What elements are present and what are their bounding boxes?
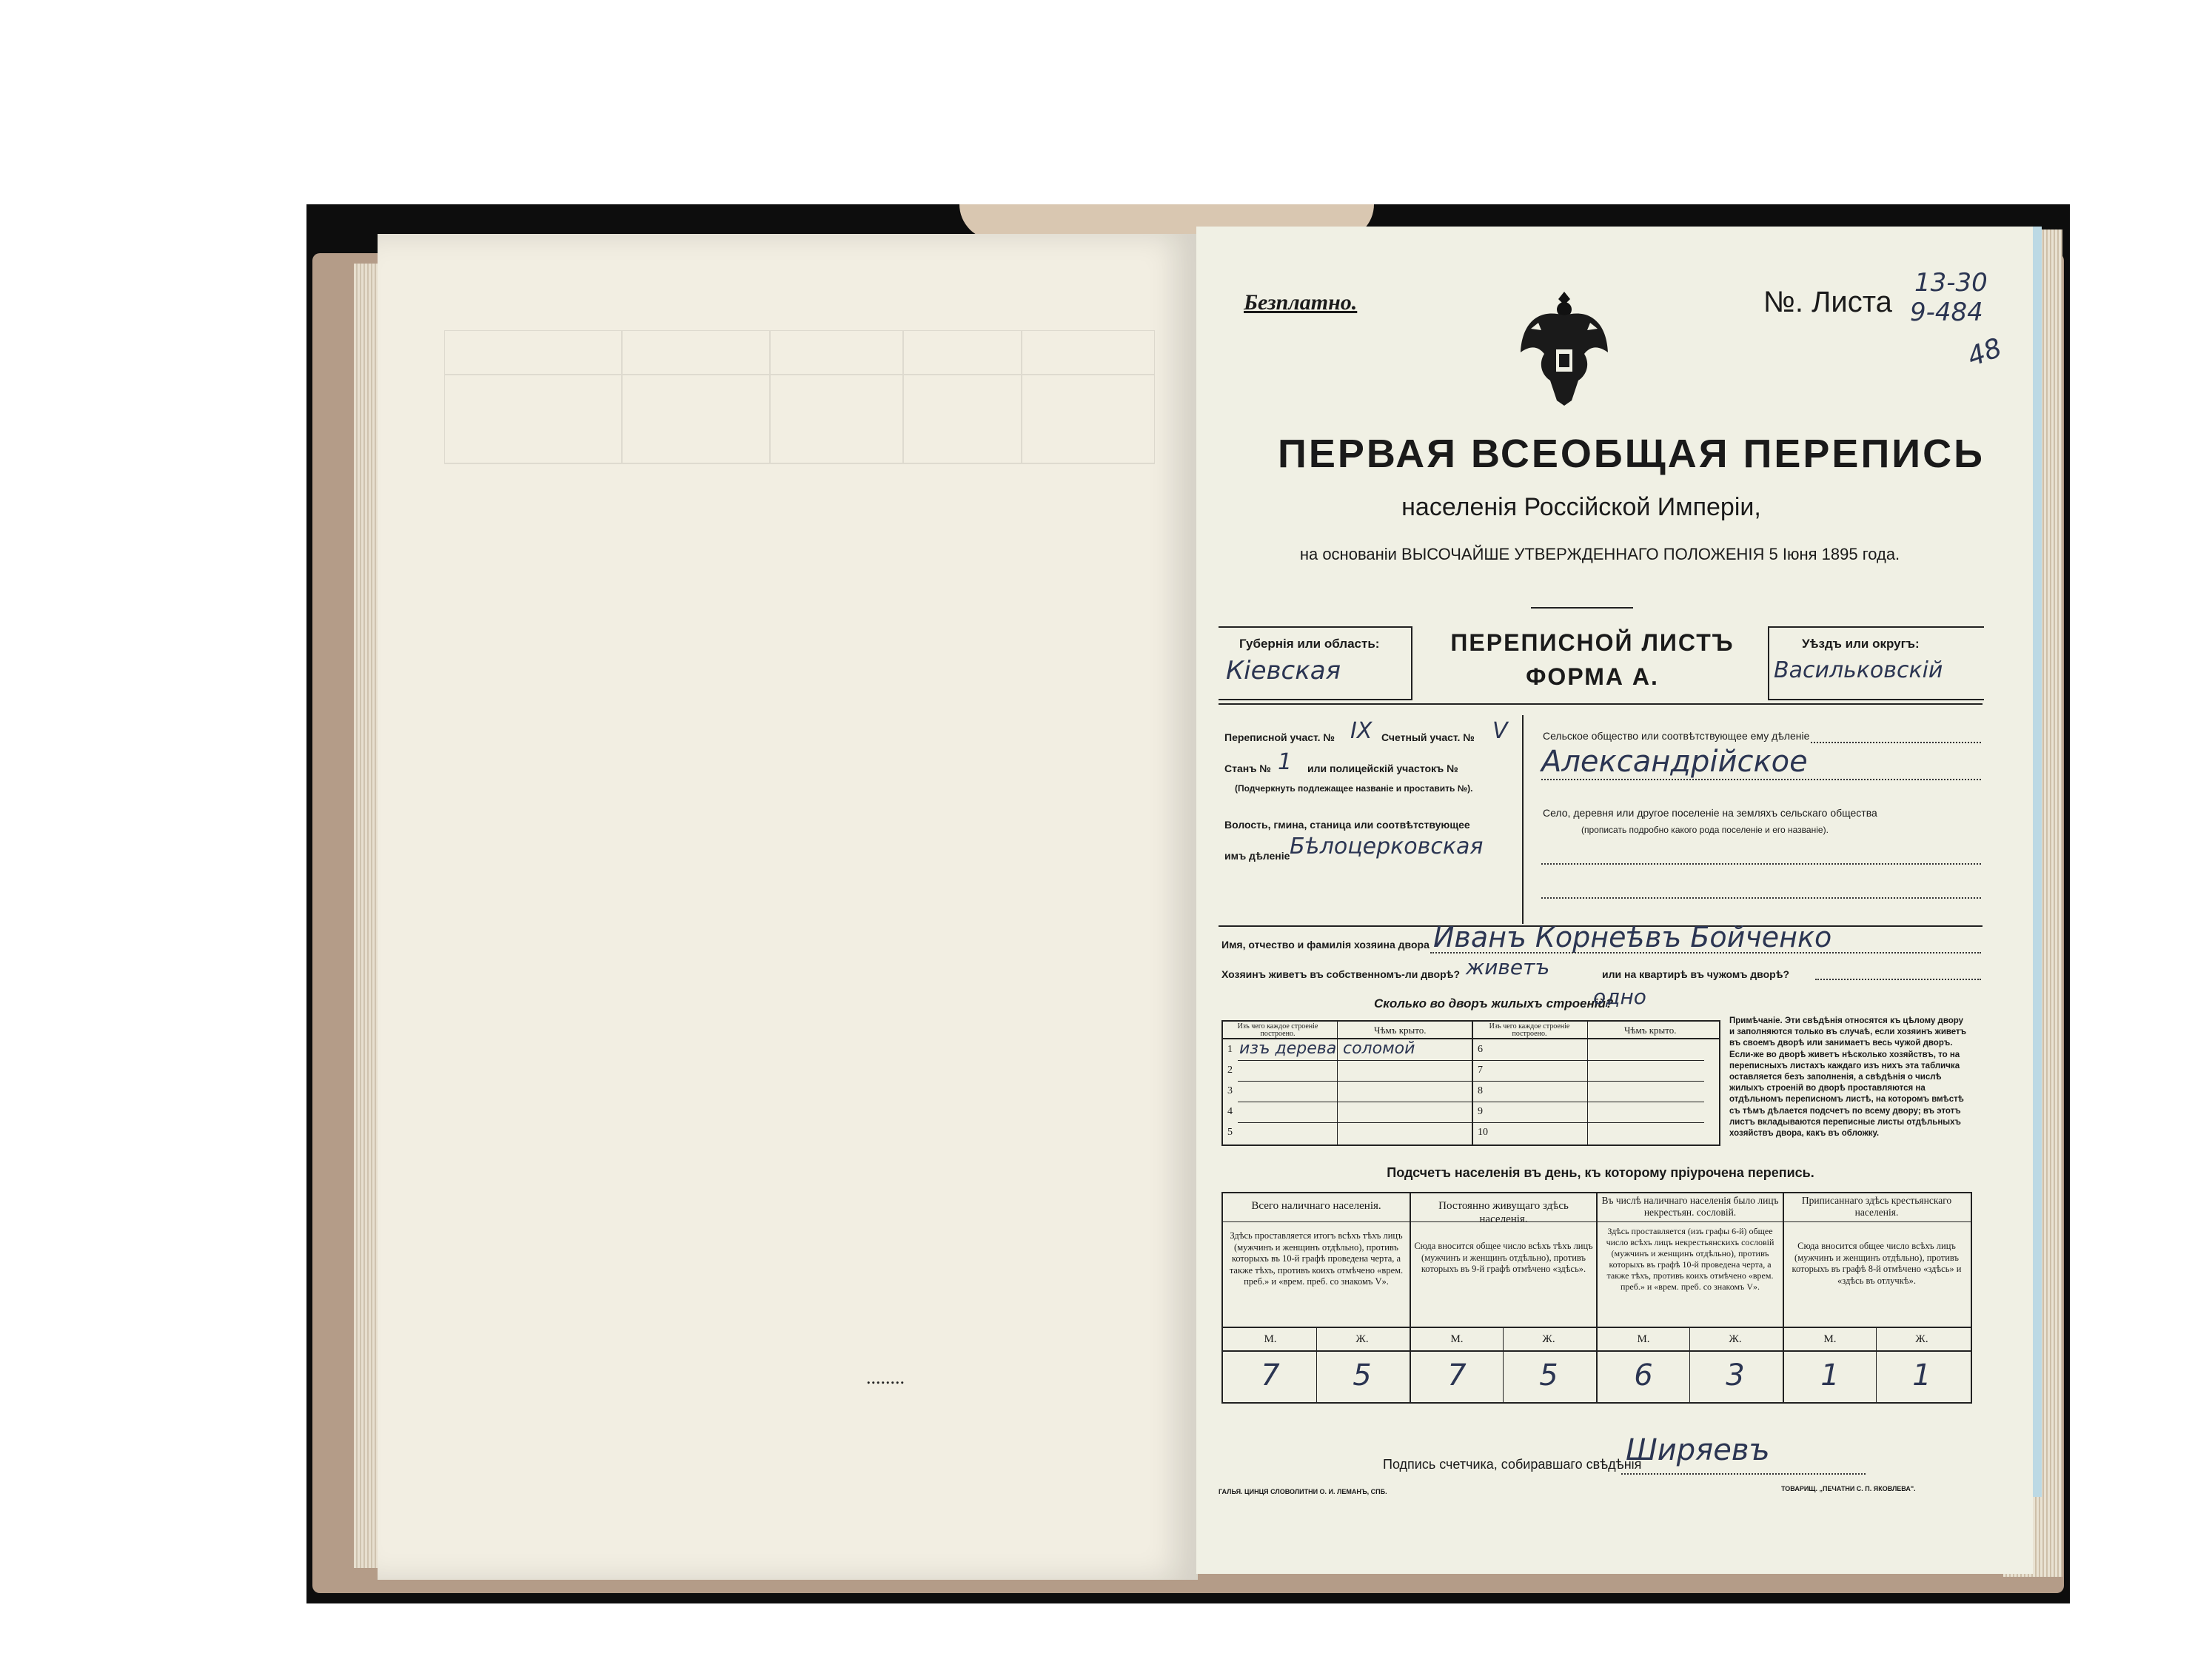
tally-col1-f-label: Ж. [1355, 1333, 1369, 1345]
tally-col4-m-label: М. [1823, 1333, 1837, 1345]
tally-col3-head: Въ числѣ наличнаго населенія было лицъ некрестьян. сословій. [1601, 1195, 1779, 1218]
census-section-value: IX [1350, 718, 1373, 744]
sheet-number-3: 48 [1963, 332, 2006, 373]
tally-col3-m-value: 6 [1634, 1358, 1653, 1392]
tally-col4-head: Приписаннаго здѣсь крестьянскаго населенія. [1801, 1195, 1952, 1218]
building-row-material: изъ дерева [1239, 1039, 1337, 1058]
tally-col4-desc: Сюда вносится общее число всѣхъ лицъ (мужчинъ и женщинъ отдѣльно), противъ которыхъ въ графѣ 8-й отмѣчено «здѣсь» и «здѣсь въ отлучкѣ». [1792, 1241, 1962, 1286]
census-section-label: Переписной участ. № [1224, 731, 1335, 743]
buildings-row-rule [1238, 1122, 1704, 1123]
tally-col1-f-value: 5 [1353, 1358, 1372, 1392]
tally-col3-f-label: Ж. [1729, 1333, 1742, 1345]
buildings-label: Сколько во дворъ жилыхъ строеній? [1374, 996, 1614, 1011]
buildings-row-rule [1238, 1060, 1704, 1061]
society-line [1811, 742, 1981, 743]
left-page [378, 234, 1198, 1580]
tally-col4-f-value: 1 [1912, 1358, 1931, 1392]
tally-col1-m-value: 7 [1261, 1358, 1280, 1392]
tally-mf-div [1689, 1328, 1690, 1402]
census-title: ПЕРВАЯ ВСЕОБЩАЯ ПЕРЕПИСЬ [1278, 432, 1985, 476]
province-value: Кіевская [1226, 656, 1341, 686]
district-value: Васильковскій [1774, 657, 1943, 683]
imperial-eagle-icon [1516, 286, 1612, 412]
tally-mf-rule [1221, 1350, 1971, 1352]
tally-col1-head: Всего наличнаго населенія. [1251, 1200, 1381, 1212]
stan-label: Станъ № [1224, 763, 1271, 774]
tally-col4-m-value: 1 [1820, 1358, 1840, 1392]
stan-note: (Подчеркнуть подлежащее названіе и проставить №). [1235, 783, 1473, 794]
location-top-rule [1219, 703, 1983, 705]
buildings-col-material-left: Изъ чего каждое строеніе построено. [1237, 1022, 1318, 1038]
building-row-number: 6 [1478, 1044, 1483, 1055]
buildings-row-rule [1238, 1081, 1704, 1082]
buildings-col-roof-left: Чѣмъ крыто. [1374, 1025, 1427, 1036]
tally-mf-div [1503, 1328, 1504, 1402]
counting-section-value: V [1492, 718, 1508, 744]
owner-lives-label-2: или на квартирѣ въ чужомъ дворѣ? [1602, 968, 1790, 980]
sheet-number-1: 13-30 [1914, 268, 1988, 298]
police-label: или полицейскій участокъ № [1307, 763, 1458, 774]
building-row-number: 10 [1478, 1127, 1488, 1138]
tally-col1-m-label: М. [1264, 1333, 1277, 1345]
owner-name-value: Иванъ Корнеѣвъ Бойченко [1433, 921, 1832, 953]
tally-col-div [1596, 1192, 1598, 1402]
census-basis: на основаніи ВЫСОЧАЙШЕ УТВЕРЖДЕННАГО ПОЛОЖЕНІЯ 5 Іюня 1895 года. [1299, 545, 1900, 563]
district-label: Уѣздъ или округъ: [1802, 637, 1920, 651]
stan-value: 1 [1278, 749, 1293, 775]
building-row-number: 2 [1227, 1065, 1233, 1076]
footer-right: ТОВАРИЩ. „ПЕЧАТНИ С. П. ЯКОВЛЕВА". [1781, 1485, 1916, 1492]
building-row-number: 9 [1478, 1106, 1483, 1117]
volost-label: Волость, гмина, станица или соотвѣтствующее [1224, 819, 1470, 831]
title-divider [1531, 607, 1633, 609]
owner-name-line [1430, 952, 1981, 953]
society-value: Александрійское [1541, 745, 1808, 779]
form-title: ПЕРЕПИСНОЙ ЛИСТЪ [1450, 629, 1735, 656]
census-subtitle: населенія Россійской Имперіи, [1401, 493, 1761, 521]
building-row-roof: соломой [1343, 1039, 1415, 1058]
tally-col-div [1783, 1192, 1784, 1402]
blue-page-edge [2031, 227, 2042, 1497]
counting-section-label: Счетный участ. № [1381, 731, 1475, 743]
tally-desc-rule [1221, 1327, 1971, 1328]
owner-lives-label: Хозяинъ живетъ въ собственномъ-ли дворѣ? [1221, 968, 1461, 980]
tally-col2-f-label: Ж. [1542, 1333, 1555, 1345]
tally-col3-desc: Здѣсь проставляется (изъ графы 6-й) общее число всѣхъ лицъ некрестьянскихъ сословій (мужчинъ и женщинъ отдѣльно), противъ которыхъ въ графѣ 10-й проведена черта, а также тѣхъ, противъ коихъ отмѣчено «врем. преб.» и «врем. преб. со знакомъ V». [1606, 1226, 1774, 1292]
village-line-2 [1541, 897, 1981, 899]
signature-value: Ширяевъ [1626, 1433, 1770, 1467]
society-line-2 [1541, 779, 1981, 780]
volost-value: Бѣлоцерковская [1290, 834, 1484, 859]
building-row-number: 5 [1227, 1127, 1233, 1138]
signature-line [1621, 1473, 1866, 1475]
left-page-mark: ........ [866, 1367, 905, 1388]
volost-label-2: имъ дѣленіе [1224, 850, 1290, 862]
location-divider [1522, 715, 1524, 924]
tally-col1-desc: Здѣсь проставляется итогъ всѣхъ тѣхъ лицъ (мужчинъ и женщинъ отдѣльно), противъ которыхъ въ 10-й графѣ проведена черта, а также тѣхъ, противъ коихъ отмѣчено «врем. преб.» и «врем. преб. со знакомъ V». [1229, 1230, 1404, 1287]
building-row-number: 8 [1478, 1085, 1483, 1096]
owner-lives-value: живетъ [1466, 955, 1550, 979]
signature-label: Подпись счетчика, собиравшаго свѣдѣнія [1383, 1457, 1642, 1472]
tally-head-rule [1221, 1221, 1971, 1222]
tally-col2-m-value: 7 [1447, 1358, 1467, 1392]
tally-mf-div [1316, 1328, 1317, 1402]
tally-col2-desc: Сюда вносится общее число всѣхъ тѣхъ лицъ (мужчинъ и женщинъ отдѣльно), противъ которыхъ въ 9-й графѣ отмѣчено «здѣсь». [1414, 1241, 1593, 1274]
buildings-value: одно [1593, 985, 1646, 1009]
tally-col2-f-value: 5 [1539, 1358, 1558, 1392]
owner-name-label: Имя, отчество и фамилія хозяина двора [1221, 939, 1430, 951]
building-row-number: 4 [1227, 1106, 1233, 1117]
building-row-number: 1 [1227, 1044, 1233, 1055]
province-label: Губернія или область: [1239, 637, 1380, 651]
society-label: Сельское общество или соотвѣтствующее ему дѣленіе [1543, 730, 1810, 742]
village-note: (прописать подробно какого рода поселеніе и его названіе). [1581, 825, 1829, 835]
village-label: Село, деревня или другое поселеніе на земляхъ сельскаго общества [1543, 807, 1877, 819]
tally-col2-m-label: М. [1450, 1333, 1464, 1345]
bleed-through-table [444, 330, 1155, 478]
tally-mf-div [1876, 1328, 1877, 1402]
sheet-number-label: №. Листа [1763, 286, 1892, 318]
tally-col-div [1410, 1192, 1411, 1402]
tally-col3-f-value: 3 [1726, 1358, 1745, 1392]
tally-col4-f-label: Ж. [1915, 1333, 1928, 1345]
owner-lives-line [1815, 979, 1981, 980]
form-subtitle: ФОРМА А. [1526, 663, 1659, 690]
tally-title: Подсчетъ населенія въ день, къ которому пріурочена перепись. [1387, 1165, 1814, 1180]
village-line-1 [1541, 863, 1981, 865]
buildings-col-material-right: Изъ чего каждое строеніе построено. [1489, 1022, 1570, 1038]
building-row-number: 7 [1478, 1065, 1483, 1076]
census-form-page [1196, 227, 2033, 1574]
tally-col2-head: Постоянно живущаго здѣсь населенія. [1438, 1200, 1569, 1225]
buildings-note: Примѣчаніе. Эти свѣдѣнія относятся къ цѣлому двору и заполняются только въ случаѣ, если хозяинъ живетъ въ своемъ дворѣ или занимаетъ весь чужой дворъ. Если-же во дворѣ живетъ нѣсколько хозяйствъ, то на переписныхъ листахъ каждаго изъ нихъ эта табличка оставляется безъ заполненія, а свѣдѣнія о числѣ жилыхъ строеній во дворѣ проставляются на отдѣльномъ переписномъ листѣ, на которомъ вмѣстѣ съ тѣмъ дѣлается подсчетъ по всему двору; въ этотъ листъ вкладываются переписные листы отдѣльныхъ хозяйствъ двора, какъ въ обложку. [1729, 1016, 1967, 1139]
tally-col3-m-label: М. [1637, 1333, 1650, 1345]
building-row-number: 3 [1227, 1085, 1233, 1096]
sheet-number-2: 9-484 [1910, 298, 1983, 327]
free-label: Безплатно. [1244, 290, 1358, 315]
footer-left: ГАЛЬЯ. ЦИНЦЯ СЛОВОЛИТНИ О. И. ЛЕМАНЪ, СПБ. [1219, 1488, 1387, 1495]
buildings-col-roof-right: Чѣмъ крыто. [1624, 1025, 1677, 1036]
